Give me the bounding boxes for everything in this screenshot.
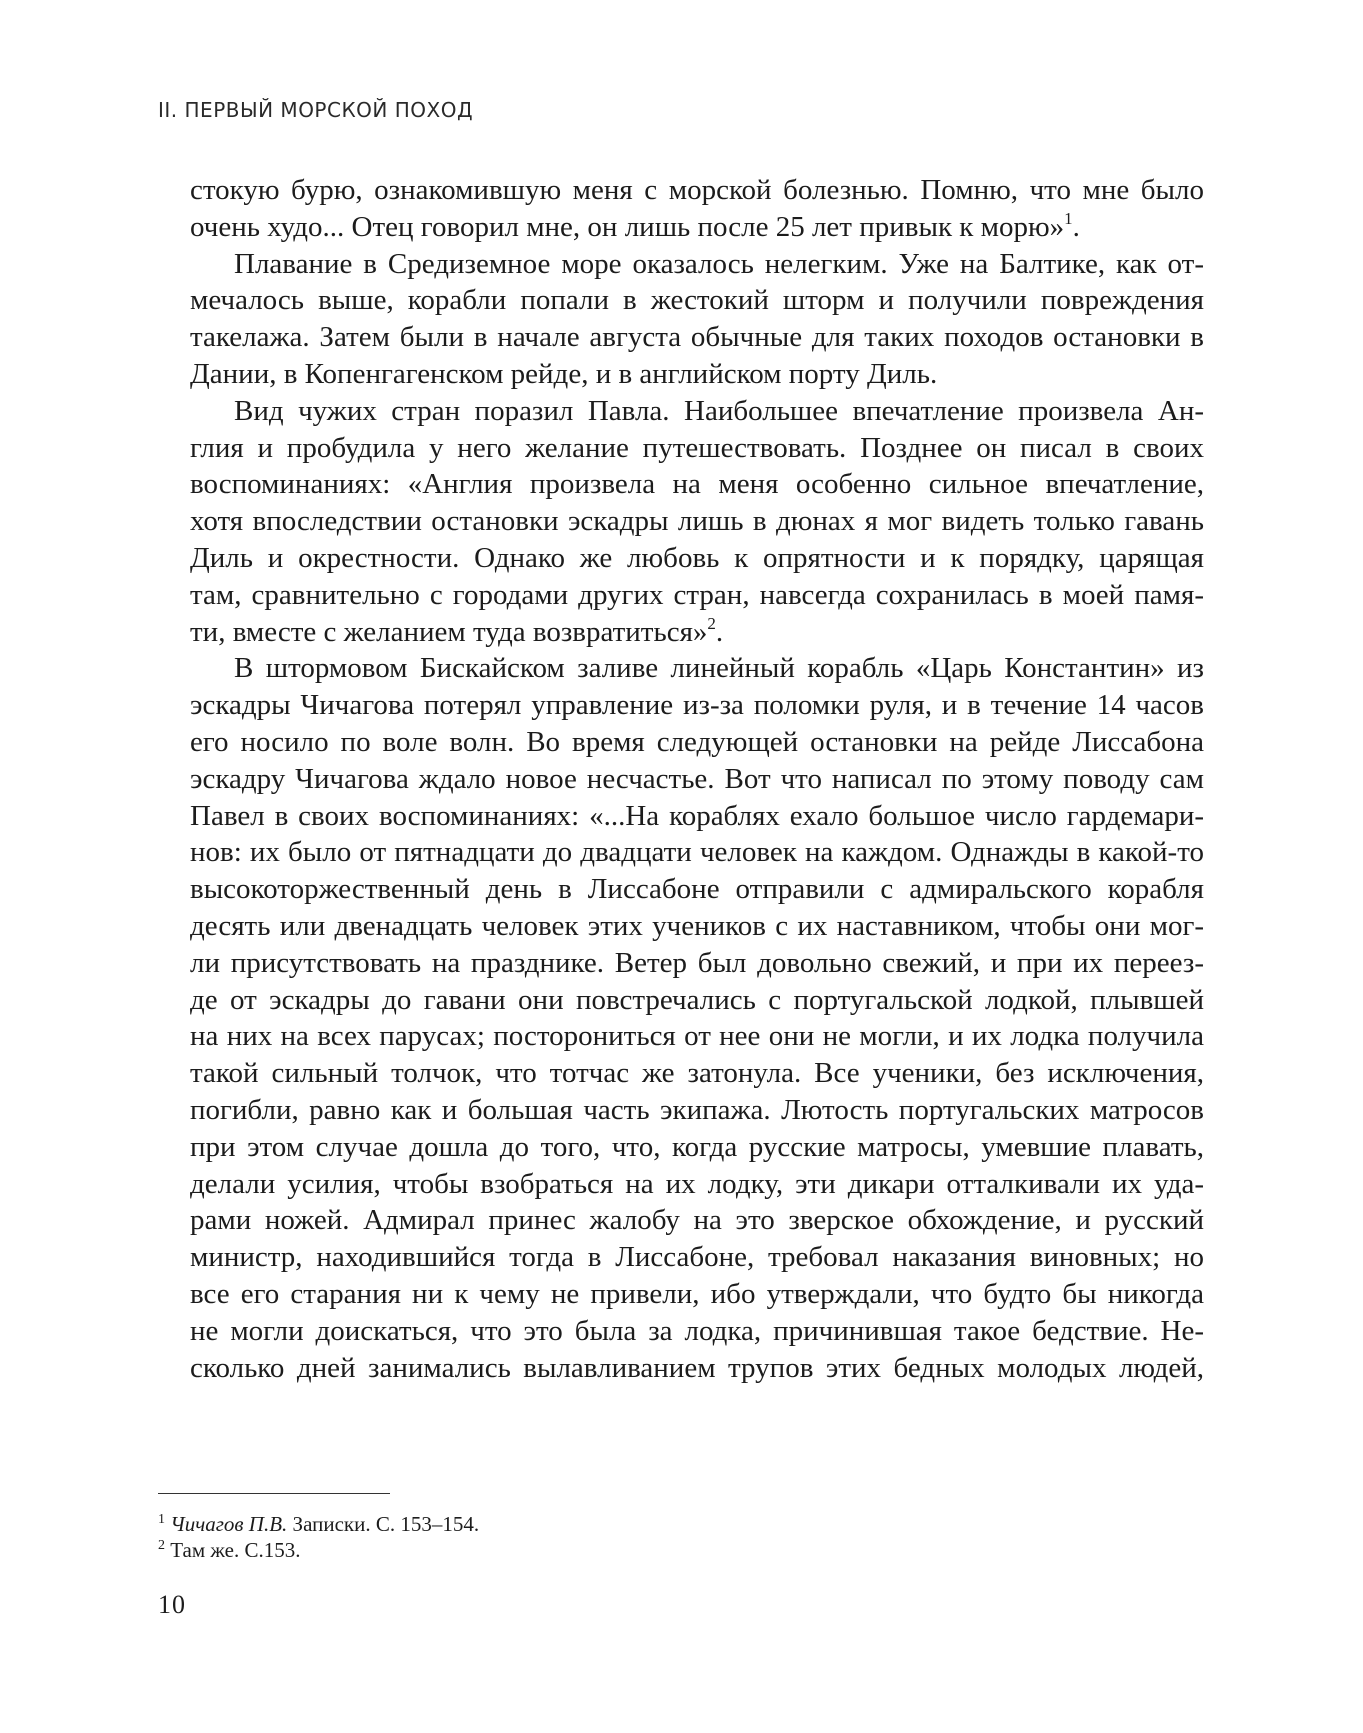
text-line: рами ножей. Адмирал принес жалобу на это зверское обхождение, и русский xyxy=(190,1204,1204,1237)
text-line: Вид чужих стран поразил Павла. Наибольшее впечатление произвела Ан- xyxy=(234,394,1204,427)
text-line: Диль и окрестности. Однако же любовь к опрятности и к порядку, царящая xyxy=(190,541,1204,574)
text-line: там, сравнительно с городами других стран, навсегда сохранилась в моей памя- xyxy=(190,578,1204,611)
footnote xyxy=(158,1511,479,1537)
text-line: при этом случае дошла до того, что, когда русские матросы, умевшие плавать, xyxy=(190,1130,1204,1163)
footnote-ref: 1 xyxy=(1064,208,1073,228)
footnote-author: Чичагов П.В. xyxy=(170,1512,288,1536)
text-line: десять или двенадцать человек этих учеников с их наставником, чтобы они мог- xyxy=(190,909,1204,942)
text-line: нов: их было от пятнадцати до двадцати человек на каждом. Однажды в какой-то xyxy=(190,836,1204,869)
text-line-content: очень худо... Отец говорил мне, он лишь после 25 лет привык к морю» xyxy=(190,210,1065,243)
text-line: его носило по воле волн. Во время следующей остановки на рейде Лиссабона xyxy=(190,725,1204,758)
text-line: ти, вместе с желанием туда возвратиться»$^2$. xyxy=(190,613,724,648)
footnote-ref: 2 xyxy=(707,613,716,633)
text-line: на них на всех парусах; посторониться от нее они не могли, и их лодка получила xyxy=(190,1020,1204,1053)
page-number: 10 xyxy=(158,1590,186,1619)
text-line: сколько дней занимались вылавливанием трупов этих бедных молодых людей, xyxy=(190,1351,1204,1384)
text-line: высокоторжественный день в Лиссабоне отправили с адмиральского корабля xyxy=(190,873,1204,906)
footnote-mark: 2 xyxy=(158,1538,165,1553)
footnote-text: Там же. С.153. xyxy=(170,1538,301,1562)
text-line: эскадру Чичагова ждало новое несчастье. Вот что написал по этому поводу сам xyxy=(190,762,1204,795)
text-line: де от эскадры до гавани они повстречались с португальской лодкой, плывшей xyxy=(190,983,1204,1016)
footnote-divider xyxy=(158,1493,390,1494)
footnotes xyxy=(158,1511,479,1563)
text-line: делали усилия, чтобы взобраться на их лодку, эти дикари отталкивали их уда- xyxy=(190,1167,1204,1200)
text-line: В штормовом Бискайском заливе линейный корабль «Царь Константин» из xyxy=(234,652,1204,685)
text-line: стокую бурю, ознакомившую меня с морской болезнью. Помню, что мне было xyxy=(190,174,1204,206)
text-line: эскадры Чичагова потерял управление из-за поломки руля, и в течение 14 часов xyxy=(190,689,1204,722)
text-line: Плавание в Средиземное море оказалось нелегким. Уже на Балтике, как от- xyxy=(234,247,1204,280)
text-line: воспоминаниях: «Англия произвела на меня особенно сильное впечатление, xyxy=(190,468,1204,501)
footnote xyxy=(158,1537,479,1563)
main-text xyxy=(190,172,1204,1386)
text-line-content: ти, вместе с желанием туда возвратиться» xyxy=(190,615,708,648)
text-line: Павел в своих воспоминаниях: «...На кораблях ехало большое число гардемари- xyxy=(190,799,1204,832)
text-line: глия и пробудила у него желание путешествовать. Позднее он писал в своих xyxy=(190,431,1204,464)
text-line: такой сильный толчок, что тотчас же затонула. Все ученики, без исключения, xyxy=(190,1057,1204,1090)
footnote-text: Записки. С. 153–154. xyxy=(287,1512,480,1536)
text-line: мечалось выше, корабли попали в жестокий шторм и получили повреждения xyxy=(190,284,1204,317)
text-line: ли присутствовать на празднике. Ветер был довольно свежий, и при их переез- xyxy=(190,946,1204,979)
text-line: очень худо... Отец говорил мне, он лишь после 25 лет привык к морю»$^1$. xyxy=(190,208,1080,243)
footnote-mark: 1 xyxy=(158,1512,165,1527)
text-line: Дании, в Копенгагенском рейде, и в английском порту Диль. xyxy=(190,357,938,390)
text-line: хотя впоследствии остановки эскадры лишь в дюнах я мог видеть только гавань xyxy=(190,505,1204,538)
text-line: все его старания ни к чему не привели, ибо утверждали, что будто бы никогда xyxy=(190,1277,1204,1310)
running-header: II. ПЕРВЫЙ МОРСКОЙ ПОХОД xyxy=(158,98,474,122)
text-line: погибли, равно как и большая часть экипажа. Лютость португальских матросов xyxy=(190,1093,1204,1126)
text-line: такелажа. Затем были в начале августа обычные для таких походов остановки в xyxy=(190,321,1204,354)
text-line: министр, находившийся тогда в Лиссабоне, требовал наказания виновных; но xyxy=(190,1241,1204,1274)
text-line: не могли доискаться, что это была за лодка, причинившая такое бедствие. Не- xyxy=(190,1314,1204,1347)
